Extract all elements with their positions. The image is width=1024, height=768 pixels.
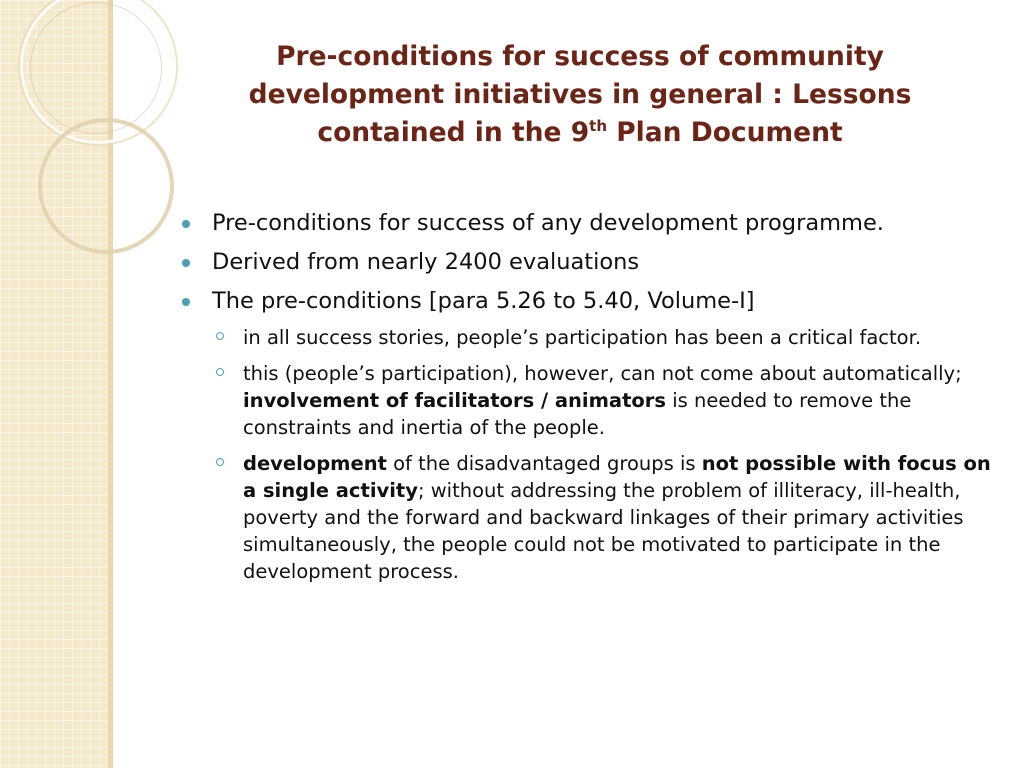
ring-bullet-icon (216, 332, 224, 340)
title-superscript: th (589, 117, 608, 136)
bullet-text: Pre-conditions for success of any development programme. (212, 210, 884, 236)
sub-bullet-text: of the disadvantaged groups is (386, 452, 702, 475)
sub-bullet-bold: development (243, 452, 387, 475)
title-line-3 (200, 114, 960, 152)
slide-title (200, 38, 960, 152)
title-line-3-end: Plan Document (607, 117, 843, 148)
sub-bullet-text: this (people’s participation), however, can not come about automatically; (243, 362, 962, 385)
title-line-1: Pre-conditions for success of community (276, 41, 884, 72)
decorative-ring (30, 2, 162, 134)
bullet-item (180, 243, 1005, 282)
slide-body (180, 204, 1005, 594)
bullet-text: The pre-conditions [para 5.26 to 5.40, Volume-I] (212, 288, 755, 314)
sub-bullet-bold: not possible with focus on a single activity (243, 452, 991, 502)
bullet-item (180, 204, 1005, 243)
title-line-2: development initiatives in general : Lessons (248, 79, 912, 110)
sub-bullet-item (180, 360, 1005, 441)
sub-bullet-text: is needed to remove the constraints and inertia of the people. (243, 389, 912, 439)
bullet-dot-icon (182, 220, 190, 228)
ring-bullet-icon (216, 458, 224, 466)
sub-bullet-item (180, 324, 1005, 351)
ring-bullet-icon (216, 368, 224, 376)
sub-bullet-item (180, 450, 1005, 585)
sub-bullet-list (180, 324, 1005, 585)
sub-bullet-text: in all success stories, people’s participation has been a critical factor. (243, 326, 922, 349)
bullet-dot-icon (182, 298, 190, 306)
bullet-item (180, 282, 1005, 321)
decorative-ring (38, 118, 174, 254)
sub-bullet-text: ; without addressing the problem of illiteracy, ill-health, poverty and the forward and backward linkages of their primary activities simultaneously, the people could not be motivated to participate in the development process. (243, 479, 964, 583)
bullet-text: Derived from nearly 2400 evaluations (212, 249, 640, 275)
title-line-3-text: contained in the 9 (317, 117, 590, 148)
sub-bullet-bold: involvement of facilitators / animators (243, 389, 667, 412)
bullet-dot-icon (182, 259, 190, 267)
